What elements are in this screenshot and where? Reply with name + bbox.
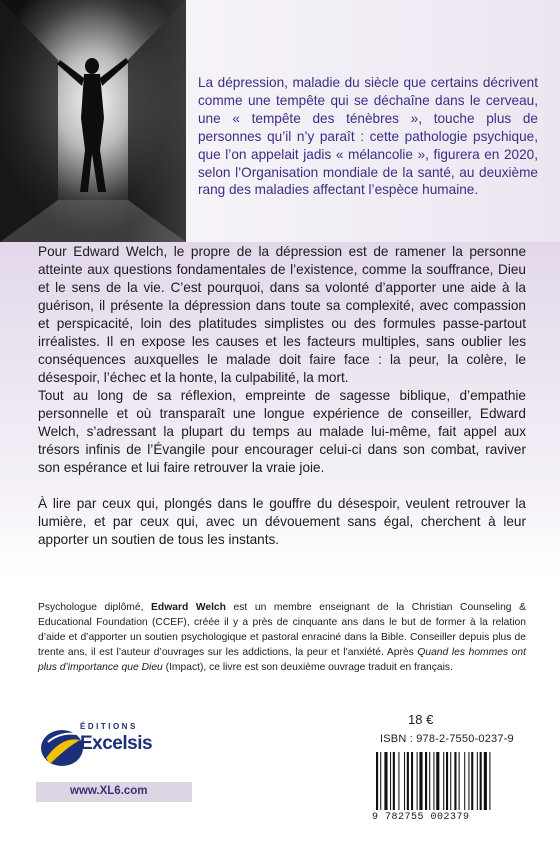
barcode-bar — [404, 752, 405, 810]
barcode-bar — [489, 752, 490, 810]
barcode-bar — [411, 752, 413, 810]
back-cover-quote: La dépression, maladie du siècle que certains décrivent comme une tempête qui se déchaîne dans le cerveau, une « tempête des ténèbres », touche plus de personnes qu’il n’y paraît : cette pathologie psychique, que l’on appelait jadis « mélancolie », figurera en 2020, selon l’Organisation mondiale de la santé, au deuxième rang des maladies affectant l’espèce humaine. — [198, 75, 538, 198]
description-paragraph-1: Pour Edward Welch, le propre de la dépression est de ramener la personne atteinte aux questions fondamentales de l’existence, comme la souffrance, Dieu et le sens de la vie. C’est pourquoi, dans sa volonté d’apporter une aide à la guérison, il présente la dépression dans toute sa complexité, avec compassion et perspicacité, loin des platitudes simplistes ou des formules passe-partout irréalistes. Il en expose les causes et les facteurs multiples, sans oublier les conséquences auxquelles le malade doit faire face : la peur, la colère, le désespoir, l’échec et la honte, la culpabilité, la mort. — [38, 244, 526, 385]
barcode-bar — [384, 752, 387, 810]
barcode-bar — [380, 752, 381, 810]
barcode-bar — [446, 752, 448, 810]
price-label: 18 € — [408, 712, 434, 727]
barcode-bar — [398, 752, 399, 810]
barcode-bar — [390, 752, 391, 810]
barcode-bar — [429, 752, 430, 810]
barcode-digits: 9 782755 002379 — [372, 812, 532, 823]
author-bio — [38, 600, 526, 675]
barcode-bar — [450, 752, 451, 810]
barcode-bar — [471, 752, 473, 810]
barcode-bar — [393, 752, 395, 810]
isbn-label: ISBN : 978-2-7550-0237-9 — [380, 733, 514, 745]
barcode-bar — [433, 752, 434, 810]
author-bio-part-2: (Impact), ce livre est son deuxième ouvrage traduit en français. — [162, 662, 453, 673]
barcode-bar — [484, 752, 487, 810]
publisher-name: Excelsis — [80, 733, 153, 754]
barcode-bar — [436, 752, 439, 810]
corridor-photo — [0, 0, 186, 242]
author-bio-intro: Psychologue diplômé, — [38, 602, 152, 613]
barcode-bar — [480, 752, 482, 810]
barcode-bar — [477, 752, 478, 810]
barcode-bar — [454, 752, 456, 810]
description-paragraph-3: À lire par ceux qui, plongés dans le gouffre du désespoir, veulent retrouver la lumière, et par ceux qui, avec un dévouement sans égal, cherchent à leur apporter un soutien de tous les instants. — [38, 496, 526, 547]
publisher-website-link[interactable]: www.XL6.com — [70, 785, 148, 797]
barcode-bar — [425, 752, 427, 810]
barcode-bar — [443, 752, 444, 810]
barcode-bar — [407, 752, 409, 810]
barcode-bar — [464, 752, 465, 810]
barcode-bar — [459, 752, 460, 810]
author-bio-part-1: est un membre enseignant de la Christian Counseling & Educational Foundation (CCEF), créée il y a près de cinquante ans dans le but de former à la relation d’aide et d’apporter un soutien psychologique et pastoral enraciné dans la Bible. Conseiller depuis plus de trente ans, il est l’auteur d’ouvrages sur les addictions, la peur et l’anxiété. Après — [38, 602, 526, 658]
publisher-label: ÉDITIONS — [80, 722, 138, 731]
description-text — [38, 243, 526, 549]
barcode-bar — [468, 752, 469, 810]
description-paragraph-2: Tout au long de sa réflexion, empreinte de sagesse biblique, d’empathie personnelle et où transparaît une longue expérience de conseiller, Edward Welch, s’adressant la plupart du temps au malade lui-même, fait appel aux trésors infinis de l’Évangile pour encourager celui-ci dans son combat, raviver son espérance et lui faire retrouver la vraie joie. — [38, 388, 526, 475]
book-title: Quand les hommes ont plus d’importance que Dieu — [38, 647, 526, 673]
barcode-bar — [376, 752, 378, 810]
barcode-bar — [417, 752, 418, 810]
author-name: Edward Welch — [151, 602, 226, 613]
barcode-bar — [419, 752, 422, 810]
